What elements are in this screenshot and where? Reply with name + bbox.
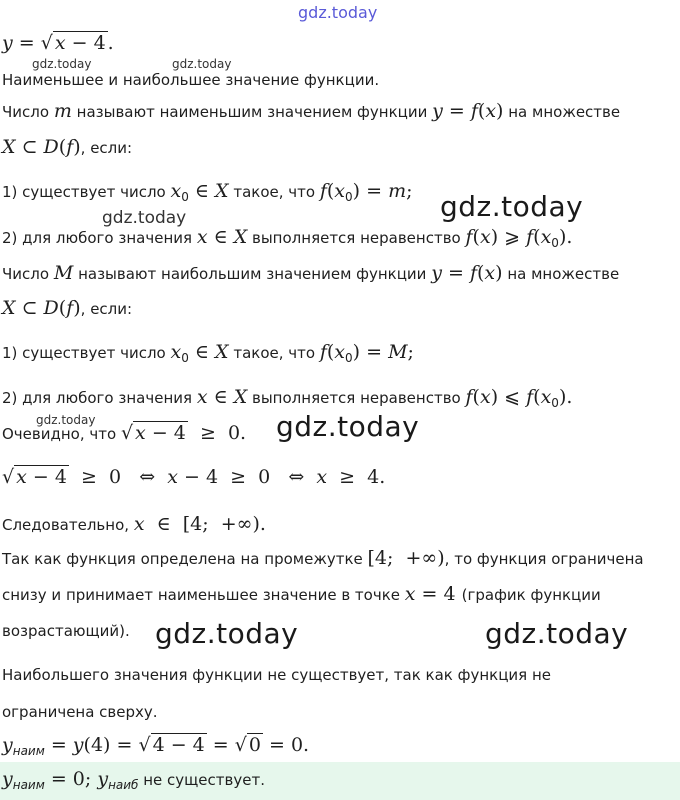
text-cond2b-2: выполняется неравенство [252, 389, 461, 407]
watermark-small-3: gdz.today [36, 413, 96, 427]
text-min-b: называют наименьшим значением функции [76, 103, 428, 121]
text-max-a: Число [2, 265, 50, 283]
text-cond1a-1: 1) существует число [2, 183, 166, 201]
min-condition-1: 1) существует число $x_0$ ∈ X такое, что $f(x_0) = m$; [2, 180, 413, 204]
text-on-set-2: на множестве [507, 265, 620, 283]
min-condition-2: 2) для любого значения x ∈ X выполняется неравенство f(x) ⩾ $f(x_0)$. [2, 226, 573, 250]
min-set-line: X ⊂ D(f), если: [2, 136, 133, 158]
text-cond2b-1: выполняется неравенство [252, 229, 461, 247]
text-since-d: (график функции [461, 586, 601, 604]
equivalence-line: √ x − 4 ≥ 0 ⇔ x − 4 ≥ 0 ⇔ x ≥ 4. [2, 466, 386, 488]
text-cond1a-2: 1) существует число [2, 344, 166, 362]
watermark-small-2: gdz.today [172, 57, 232, 71]
min-definition-line: Число m называют наименьшим значением функции y = f(x) на множестве [2, 100, 621, 122]
text-if-2: , если: [80, 300, 133, 318]
no-max-line-1: Наибольшего значения функции не существует, так как функция не [2, 666, 551, 684]
watermark-medium-1: gdz.today [102, 208, 187, 228]
watermark-large-2: gdz.today [276, 410, 420, 443]
section-heading: Наименьшее и наибольшее значение функции. [2, 71, 380, 89]
text-since-b: , то функция ограничена [444, 550, 644, 568]
text-obviously: Очевидно, что [2, 425, 117, 443]
text-max-b: называют наибольшим значением функции [78, 265, 427, 283]
watermark-large-3: gdz.today [155, 617, 299, 650]
no-max-line-2: ограничена сверху. [2, 703, 158, 721]
max-definition-line: Число M называют наибольшим значением функции y = f(x) на множестве [2, 262, 620, 284]
watermark-large-1: gdz.today [440, 190, 584, 223]
text-consequently: Следовательно, [2, 516, 130, 534]
text-cond1b-2: такое, что [233, 344, 316, 362]
watermark-small-1: gdz.today [32, 57, 92, 71]
text-min-a: Число [2, 103, 50, 121]
answer-line: $y_{наим} = 0$; $y_{наиб}$ не существует. [2, 768, 265, 792]
text-since-a: Так как функция определена на промежутке [2, 550, 363, 568]
text-if-1: , если: [80, 139, 133, 157]
subscript-min-2: наим [12, 778, 45, 792]
max-condition-1: 1) существует число $x_0$ ∈ X такое, что $f(x_0) = M$; [2, 341, 414, 365]
function-equation: y = √ x − 4 . [2, 32, 114, 54]
consequently-line: Следовательно, x ∈ [4; +∞). [2, 513, 266, 535]
text-cond1b-1: такое, что [233, 183, 316, 201]
text-no-exist: не существует. [143, 771, 265, 789]
ymin-computation: $y_{наим} = y(4)$ = √ 4 − 4 = √ 0 = 0. [2, 734, 310, 758]
text-cond2a-2: 2) для любого значения [2, 389, 193, 407]
since-line-2: снизу и принимает наименьшее значение в точке x = 4 (график функции [2, 583, 601, 605]
max-set-line: X ⊂ D(f), если: [2, 297, 133, 319]
text-since-c: снизу и принимает наименьшее значение в точке [2, 586, 400, 604]
max-condition-2: 2) для любого значения x ∈ X выполняется неравенство f(x) ⩽ $f(x_0)$. [2, 386, 573, 410]
subscript-min-1: наим [12, 744, 45, 758]
since-line-3: возрастающий). [2, 622, 130, 640]
since-line-1: Так как функция определена на промежутке [4; +∞), то функция ограничена [2, 547, 644, 569]
subscript-max: наиб [108, 778, 139, 792]
text-cond2a-1: 2) для любого значения [2, 229, 193, 247]
text-on-set-1: на множестве [508, 103, 621, 121]
obviously-line: Очевидно, что √ x − 4 ≥ 0. [2, 422, 247, 444]
watermark-top: gdz.today [298, 3, 378, 22]
watermark-large-4: gdz.today [485, 617, 629, 650]
